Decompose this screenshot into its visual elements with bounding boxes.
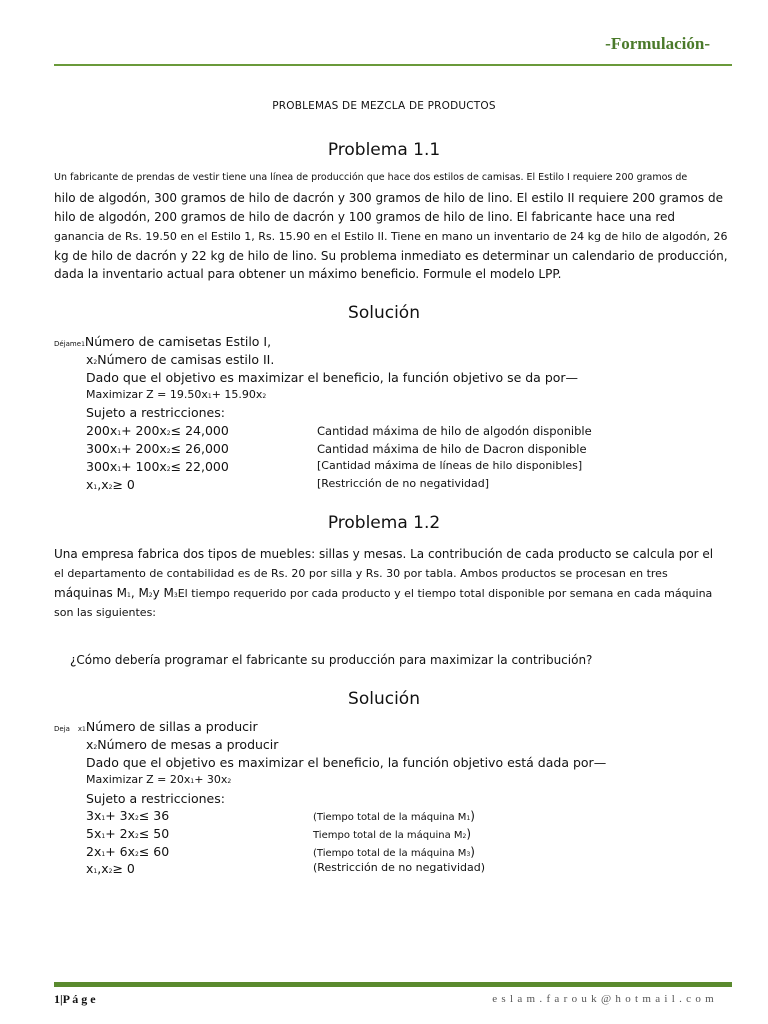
problem-2-title: Problema 1.2 [327,513,441,533]
problem-2-line-3: máquinas M1, M2y M3El tiempo requerido por cada producto y el tiempo total disponible por semana en cada máquina [54,586,713,600]
problem-2-line-4: son las siguientes: [54,606,157,619]
solution-1-constraint-1-note: Cantidad máxima de hilo de algodón disponible [317,424,592,438]
problem-2-line-2: el departamento de contabilidad es de Rs. 20 por silla y Rs. 30 por tabla. Ambos productos se procesan en tres [54,567,668,580]
solution-1-variable-2: x2Número de camisas estilo II. [86,352,275,367]
problem-1-title: Problema 1.1 [327,140,441,160]
solution-2-constraint-3-note: (Tiempo total de la máquina M3) [313,845,475,859]
solution-2-constraint-2: 5x1+ 2x2≤ 50 [86,826,170,841]
header-divider [54,64,732,66]
solution-1-variable-1: Déjame1Número de camisetas Estilo I, [54,334,272,349]
let-label: Déjame [54,340,82,348]
section-kicker: PROBLEMAS DE MEZCLA DE PRODUCTOS [272,100,496,112]
solution-2-variable-2: x2Número de mesas a producir [86,737,279,752]
solution-1-constraint-2: 300x1+ 200x2≤ 26,000 [86,441,229,456]
problem-1-line-6: dada la inventario actual para obtener un máximo beneficio. Formule el modelo LPP. [54,267,562,281]
solution-1-constraint-3: 300x1+ 100x2≤ 22,000 [86,459,229,474]
solution-2-title: Solución [348,689,420,709]
problem-1-line-3: hilo de algodón, 200 gramos de hilo de dacrón y 100 gramos de hilo de lino. El fabricante hace una red [54,210,676,224]
page-number: 1|P á g e [54,992,96,1006]
solution-1-objective-intro: Dado que el objetivo es maximizar el beneficio, la función objetivo se da por— [86,370,579,385]
solution-2-objective: Maximizar Z = 20x1+ 30x2 [86,773,232,786]
solution-1-constraint-3-note: [Cantidad máxima de líneas de hilo disponibles] [317,459,583,472]
solution-1-constraint-1: 200x1+ 200x2≤ 24,000 [86,423,229,438]
solution-2-nonnegativity-note: (Restricción de no negatividad) [313,861,486,874]
solution-2-variable-1: Deja x1Número de sillas a producir [54,719,258,734]
problem-1-line-1: Un fabricante de prendas de vestir tiene una línea de producción que hace dos estilos de camisas. El Estilo I requiere 200 gramos de [54,172,688,183]
let-label: Deja [54,725,70,733]
problem-1-line-5: kg de hilo de dacrón y 22 kg de hilo de lino. Su problema inmediato es determinar un calendario de producción, [54,249,728,263]
solution-2-constraint-1: 3x1+ 3x2≤ 36 [86,808,170,823]
solution-1-subject-to: Sujeto a restricciones: [86,405,225,420]
solution-1-constraint-2-note: Cantidad máxima de hilo de Dacron disponible [317,442,587,456]
solution-2-objective-intro: Dado que el objetivo es maximizar el beneficio, la función objetivo está dada por— [86,755,607,770]
problem-2-line-1: Una empresa fabrica dos tipos de muebles: sillas y mesas. La contribución de cada producto se calcula por el [54,547,714,561]
solution-2-constraint-3: 2x1+ 6x2≤ 60 [86,844,170,859]
problem-1-line-4: ganancia de Rs. 19.50 en el Estilo 1, Rs. 15.90 en el Estilo II. Tiene en mano un inventario de 24 kg de hilo de algodón, 26 [54,230,728,243]
solution-2-constraint-2-note: Tiempo total de la máquina M2) [313,827,472,841]
problem-1-line-2: hilo de algodón, 300 gramos de hilo de dacrón y 300 gramos de hilo de lino. El estilo II requiere 200 gramos de [54,191,723,205]
solution-1-objective: Maximizar Z = 19.50x1+ 15.90x2 [86,388,267,401]
solution-2-subject-to: Sujeto a restricciones: [86,791,225,806]
header-title: -Formulación- [605,34,710,53]
solution-1-title: Solución [348,303,420,323]
solution-2-constraint-1-note: (Tiempo total de la máquina M1) [313,809,475,823]
solution-1-nonnegativity-note: [Restricción de no negatividad] [317,477,490,490]
solution-2-nonnegativity: x1,x2≥ 0 [86,861,135,876]
author-email: eslam.farouk@hotmail.com [492,993,718,1005]
solution-1-nonnegativity: x1,x2≥ 0 [86,477,135,492]
problem-2-question: ¿Cómo debería programar el fabricante su producción para maximizar la contribución? [70,653,593,667]
footer-divider [54,982,732,987]
